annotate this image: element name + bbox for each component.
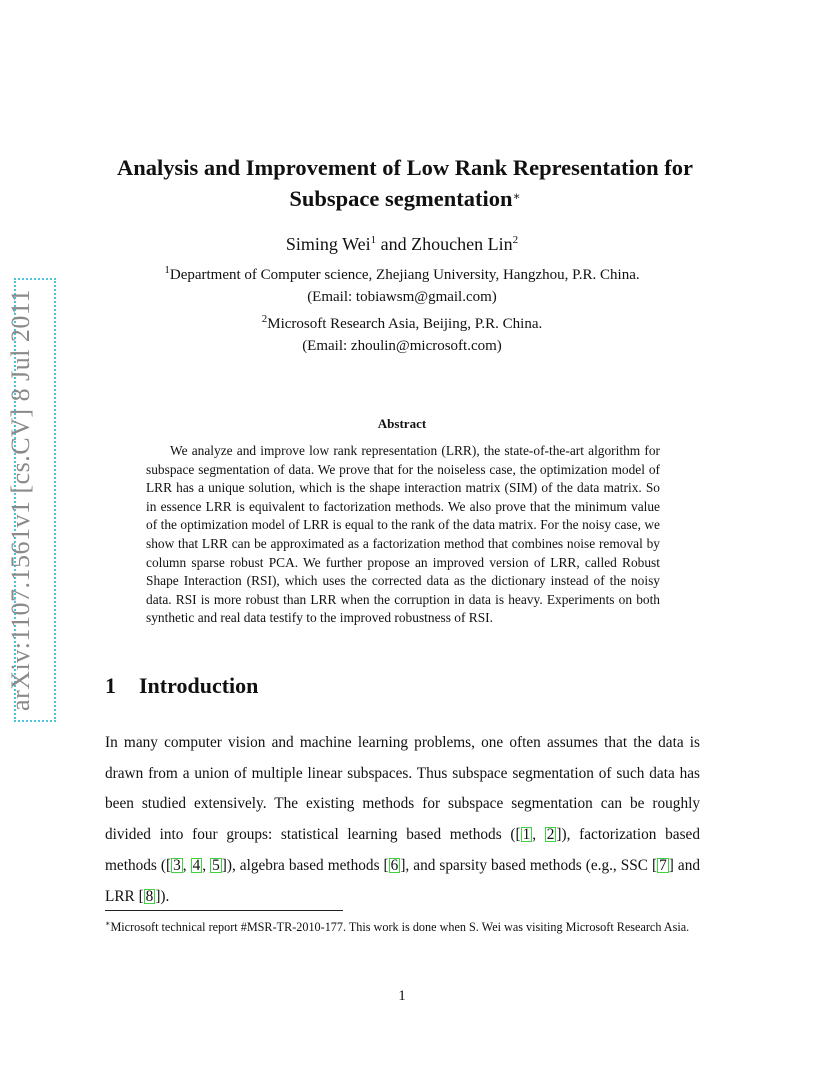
title-line-2: Subspace segmentation xyxy=(289,186,513,211)
affiliation-1-text: Department of Computer science, Zhejiang University, Hangzhou, P.R. China. xyxy=(169,267,640,283)
author-1-affil: 1 xyxy=(370,234,377,246)
author-2-affil: 2 xyxy=(512,234,519,246)
affiliation-2-text: Microsoft Research Asia, Beijing, P.R. China. xyxy=(267,316,543,332)
title-footnote-mark: ∗ xyxy=(512,189,521,203)
affiliation-2-mark: 2 xyxy=(261,313,268,325)
intro-text-5: ] and LRR [ xyxy=(105,856,700,905)
intro-text-1: In many computer vision and machine learning problems, one often assumes that the data is drawn from a union of multiple linear subspaces. Thus subspace segmentation of such data has been studied extensively. The existing methods for subspace segmentation can be roughly divided into four groups: statistical learning based methods ([ xyxy=(105,734,700,844)
citation-link-5[interactable]: 5 xyxy=(212,856,220,874)
intro-text-3: ]), algebra based methods [ xyxy=(221,856,389,874)
author-conjunction: and xyxy=(376,234,412,254)
footnote-divider xyxy=(105,910,343,911)
affiliation-1-mark: 1 xyxy=(164,264,170,276)
paper-title xyxy=(100,152,710,214)
intro-text-2: ]), factorization based methods ([ xyxy=(105,826,700,874)
page-number: 1 xyxy=(398,988,406,1004)
citation-link-6[interactable]: 6 xyxy=(390,856,399,874)
author-2: Zhouchen Lin xyxy=(411,234,513,254)
intro-sep-2: , xyxy=(182,856,191,874)
section-number: 1 xyxy=(105,673,116,698)
footnote xyxy=(105,915,700,936)
citation-link-4[interactable]: 4 xyxy=(192,856,201,874)
affiliation-2-email-text: (Email: zhoulin@microsoft.com) xyxy=(302,338,502,354)
affiliation-1 xyxy=(100,264,704,284)
author-1: Siming Wei xyxy=(285,234,371,254)
footnote-mark: ∗ xyxy=(105,919,111,928)
citation-link-3[interactable]: 3 xyxy=(173,856,181,874)
section-title: Introduction xyxy=(139,673,259,698)
arxiv-stamp: arXiv:1107.1561v1 [cs.CV] 8 Jul 2011 xyxy=(6,289,35,711)
affiliation-1-email xyxy=(100,289,704,306)
affiliation-2-email xyxy=(100,338,704,355)
citation-link-1[interactable]: 1 xyxy=(522,826,531,844)
citation-link-7[interactable]: 7 xyxy=(659,856,667,874)
footnote-text: Microsoft technical report #MSR-TR-2010-177. This work is done when S. Wei was visiting Microsoft Research Asia. xyxy=(110,920,690,935)
affiliation-1-email-text: (Email: tobiawsm@gmail.com) xyxy=(307,289,497,305)
section-heading xyxy=(105,673,258,699)
abstract-text: We analyze and improve low rank representation (LRR), the state-of-the-art algorithm for subspace segmentation of data. We prove that for the noiseless case, the optimization model of LRR has a unique solution, which is the shape interaction matrix (SIM) of the data matrix. So in essence LRR is equivalent to factorization methods. We also prove that the minimum value of the optimization model of LRR is equal to the rank of the data matrix. For the noisy case, we show that LRR can be approximated as a factorization method that combines noise removal by column sparse robust PCA. We further propose an improved version of LRR, called Robust Shape Interaction (RSI), which uses the corrected data as the dictionary instead of the noisy data. RSI is more robust than LRR when the corruption in data is heavy. Experiments on both synthetic and real data testify to the improved robustness of RSI. xyxy=(146,443,660,626)
intro-sep-1: , xyxy=(532,826,545,844)
affiliation-2 xyxy=(100,313,704,333)
intro-text-6: ]). xyxy=(155,887,170,905)
intro-paragraph xyxy=(105,728,700,912)
citation-link-8[interactable]: 8 xyxy=(145,887,154,905)
title-line-1: Analysis and Improvement of Low Rank Representation for xyxy=(116,155,694,180)
intro-text-4: ], and sparsity based methods (e.g., SSC [ xyxy=(400,856,658,874)
authors xyxy=(100,234,704,255)
intro-sep-3: , xyxy=(202,856,211,874)
citation-link-2[interactable]: 2 xyxy=(546,826,555,844)
abstract-heading: Abstract xyxy=(377,416,427,431)
